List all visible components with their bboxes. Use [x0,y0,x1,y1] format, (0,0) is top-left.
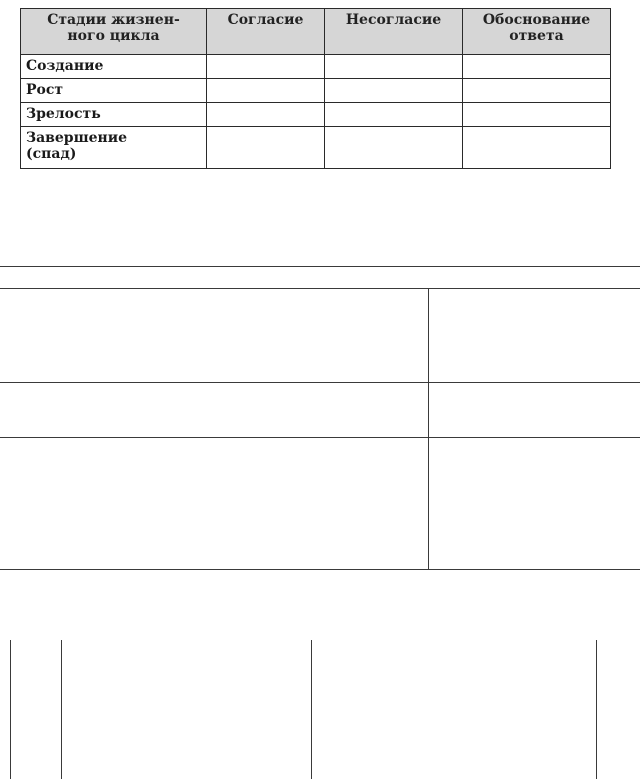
column-divider [61,640,62,779]
agree-cell [207,79,325,103]
header-justification: Обоснование ответа [463,9,611,55]
table-row [21,55,611,79]
column-divider [428,288,429,570]
justification-cell [463,127,611,169]
stage-cell: Рост [21,79,207,103]
column-divider [10,640,11,779]
empty-ruled-table [0,266,640,570]
stage-cell: Создание [21,55,207,79]
column-divider [596,640,597,779]
table-rule [0,382,640,383]
table-body [21,55,611,169]
agree-cell [207,55,325,79]
table-row [21,127,611,169]
agree-cell [207,127,325,169]
disagree-cell [325,55,463,79]
table-rule [0,288,640,289]
stage-cell: Зрелость [21,103,207,127]
table-row [21,103,611,127]
disagree-cell [325,79,463,103]
lifecycle-stages-table [20,8,611,169]
column-divider [311,640,312,779]
table-row [21,79,611,103]
table-header-row [21,9,611,55]
justification-cell [463,79,611,103]
table-rule [0,266,640,267]
header-stages: Стадии жизнен- ного цикла [21,9,207,55]
stage-cell: Завершение (спад) [21,127,207,169]
header-disagree: Несогласие [325,9,463,55]
table-rule [0,437,640,438]
table-header [21,9,611,55]
partial-empty-table [0,640,644,779]
justification-cell [463,55,611,79]
disagree-cell [325,103,463,127]
justification-cell [463,103,611,127]
header-agree: Согласие [207,9,325,55]
disagree-cell [325,127,463,169]
agree-cell [207,103,325,127]
table-rule [0,569,640,570]
